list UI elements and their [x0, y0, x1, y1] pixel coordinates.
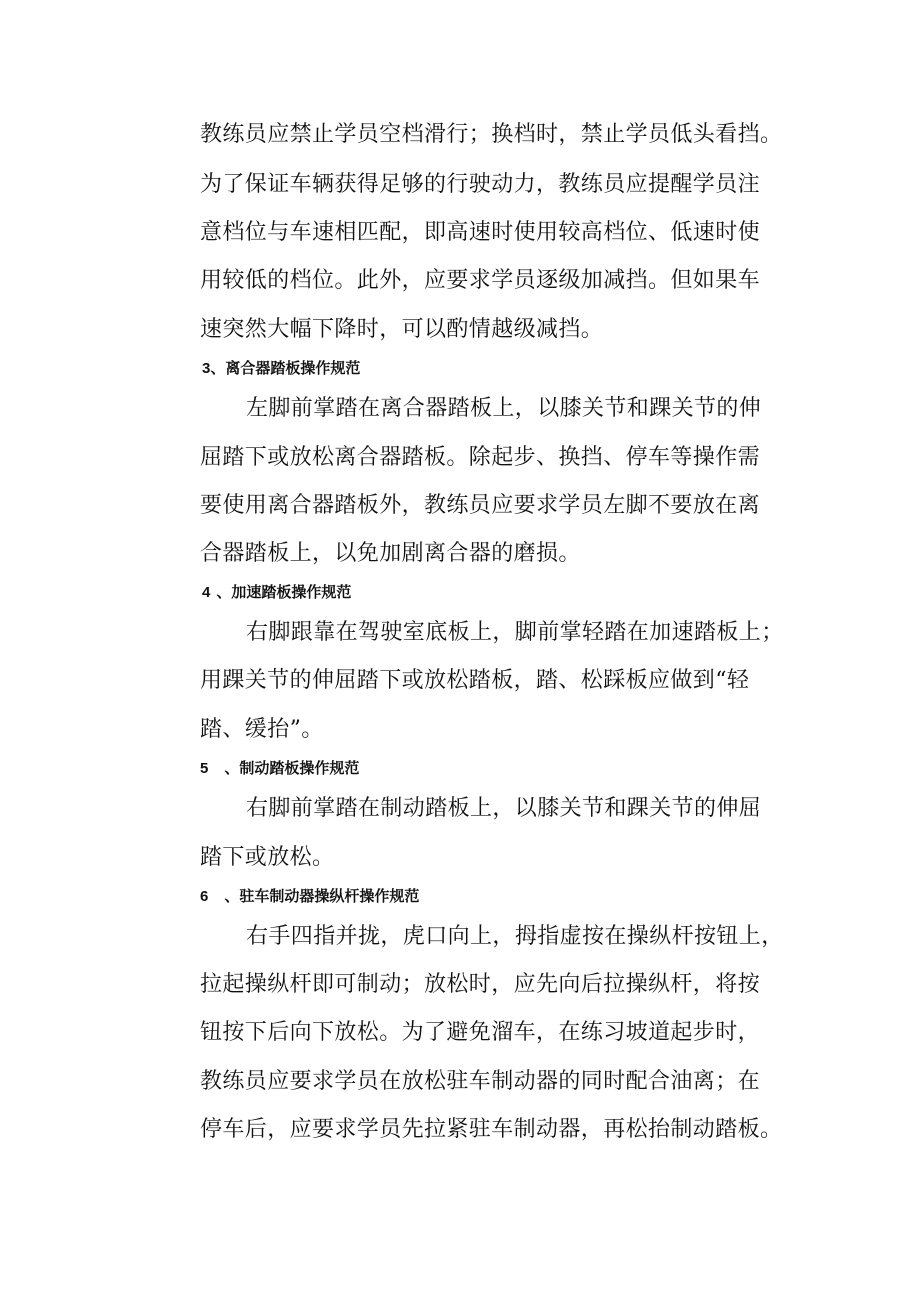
section-3-line: 左脚前掌踏在离合器踏板上，以膝关节和踝关节的伸 — [246, 396, 762, 421]
section-heading-6 — [200, 887, 419, 907]
intro-line: 速突然大幅下降时，可以酌情越级减挡。 — [200, 317, 604, 342]
section-title: 驻车制动器操纵杆操作规范 — [239, 888, 420, 905]
section-title: 制动踏板操作规范 — [239, 760, 360, 777]
intro-line: 用较低的档位。此外，应要求学员逐级加减挡。但如果车 — [200, 268, 761, 293]
section-5-line: 踏下或放松。 — [200, 845, 335, 870]
section-separator: 、 — [216, 584, 232, 601]
section-number: 4 — [202, 584, 211, 601]
section-6-line: 教练员应要求学员在放松驻车制动器的同时配合油离；在 — [200, 1069, 761, 1094]
section-6-line: 停车后，应要求学员先拉紧驻车制动器，再松抬制动踏板。 — [200, 1117, 783, 1142]
section-title: 离合器踏板操作规范 — [225, 360, 361, 377]
section-3-line: 屈踏下或放松离合器踏板。除起步、换挡、停车等操作需 — [200, 445, 761, 470]
section-3-line: 合器踏板上，以免加剧离合器的磨损。 — [200, 541, 581, 566]
section-heading-5 — [200, 759, 359, 779]
intro-line: 为了保证车辆获得足够的行驶动力，教练员应提醒学员注 — [200, 172, 761, 197]
section-number: 6 — [200, 888, 209, 905]
section-6-line: 右手四指并拢，虎口向上，拇指虚按在操纵杆按钮上， — [246, 924, 784, 949]
section-6-line: 拉起操纵杆即可制动；放松时，应先向后拉操纵杆，将按 — [200, 972, 761, 997]
section-3-line: 要使用离合器踏板外，教练员应要求学员左脚不要放在离 — [200, 493, 761, 518]
section-heading-3 — [202, 359, 360, 379]
section-separator: 、 — [210, 360, 226, 377]
section-separator: 、 — [224, 760, 240, 777]
section-number: 3 — [202, 360, 211, 377]
intro-line: 意档位与车速相匹配，即高速时使用较高档位、低速时使 — [200, 220, 761, 245]
section-4-line: 用踝关节的伸屈踏下或放松踏板，踏、松踩板应做到“轻 — [200, 668, 750, 693]
section-5-line: 右脚前掌踏在制动踏板上，以膝关节和踝关节的伸屈 — [246, 796, 762, 821]
section-4-line: 踏、缓抬”。 — [200, 717, 324, 742]
section-4-line: 右脚跟靠在驾驶室底板上，脚前掌轻踏在加速踏板上； — [246, 620, 784, 645]
section-number: 5 — [200, 760, 209, 777]
section-separator: 、 — [224, 888, 240, 905]
section-title: 加速踏板操作规范 — [231, 584, 352, 601]
section-6-line: 钮按下后向下放松。为了避免溜车，在练习坡道起步时， — [200, 1020, 761, 1045]
intro-line: 教练员应禁止学员空档滑行；换档时，禁止学员低头看挡。 — [200, 122, 783, 147]
section-heading-4 — [202, 583, 351, 603]
